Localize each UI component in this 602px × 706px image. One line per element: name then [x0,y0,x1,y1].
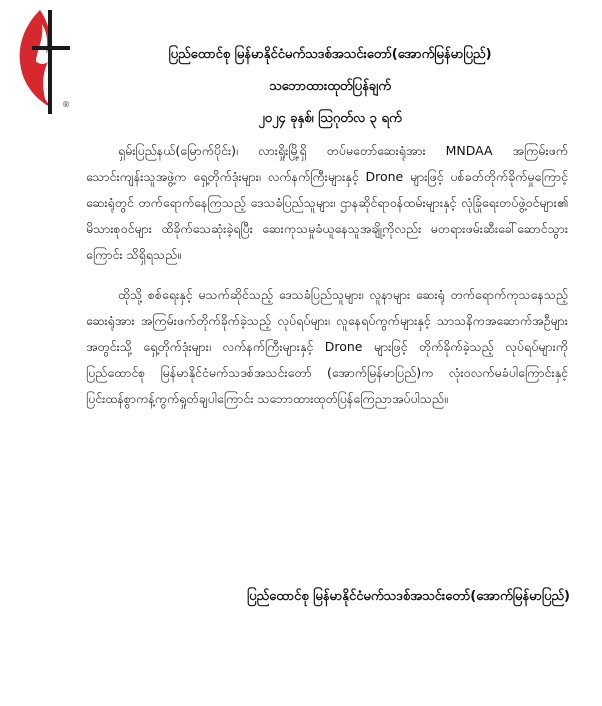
cross-vertical [48,10,52,114]
document-type-title: သဘောထားထုတ်ပြန်ချက် [269,79,391,94]
cross-horizontal [32,46,70,50]
registered-mark: ® [62,100,70,109]
organization-title: ပြည်ထောင်စု မြန်မာနိုင်ငံမက်သဒစ်အသင်းတော်(အောက်မြန်မာပြည်) [168,47,492,62]
statement-date: ၂၀၂၄ ခုနှစ်၊ ဩဂုတ်လ ၃ ရက် [258,111,402,126]
statement-body [86,138,568,426]
signature-line: ပြည်ထောင်စု မြန်မာနိုင်ငံမက်သဒစ်အသင်းတော်(အောက်မြန်မာပြည်) [246,589,570,604]
flame-shape [20,10,52,108]
paragraph-1: ရှမ်းပြည်နယ်(မြောက်ပိုင်း)၊ လားရှိုးမြို့ရှိ တပ်မတော်ဆေးရုံအား MNDAA အကြမ်းဖက်သောင်းကျန်းသူအဖွဲ့က ရှေ့တိုက်ဒုံးများ၊ လက်နက်ကြီးများနှင့် Drone များဖြင့် ပစ်ခတ်တိုက်ခိုက်မှုကြောင့် ဆေးရုံတွင် တက်ရောက်နေကြသည့် ဒေသခံပြည်သူများ၊ ဌာနဆိုင်ရာဝန်ထမ်းများနှင့် လုံခြုံရေးတပ်ဖွဲ့ဝင်များ၏ မိသားစုဝင်များ ထိခိုက်သေဆုံးခဲ့ရပြီး ဆေးကုသမှုခံယူနေသူအချို့ကိုလည်း မတရားဖမ်းဆီးခေါ်ဆောင်သွားကြောင်း သိရှိရသည်။ [86,143,568,262]
paragraph-2: ထိုသို့ စစ်ရေးနှင့် မသက်ဆိုင်သည့် ဒေသခံပြည်သူများ၊ လူနာများ ဆေးရုံ တက်ရောက်ကုသနေသည့် ဆေးရုံအား အကြမ်းဖက်တိုက်ခိုက်ခဲ့သည့် လုပ်ရပ်များ၊ လူနေရပ်ကွက်များနှင့် သာသနိကအဆောက်အဦများအတွင်းသို့ ရှေ့တိုက်ဒုံးများ၊ လက်နက်ကြီးများနှင့် Drone များဖြင့် တိုက်ခိုက်ခဲ့သည့် လုပ်ရပ်များကို ပြည်ထောင်စု မြန်မာနိုင်ငံမက်သဒစ်အသင်းတော် (အောက်မြန်မာပြည်)က လုံးဝလက်မခံပါကြောင်းနှင့် ပြင်းထန်စွာကန့်ကွက်ရှုတ်ချပါကြောင်း သဘောထားထုတ်ပြန်ကြေညာအပ်ပါသည်။ [86,287,568,406]
